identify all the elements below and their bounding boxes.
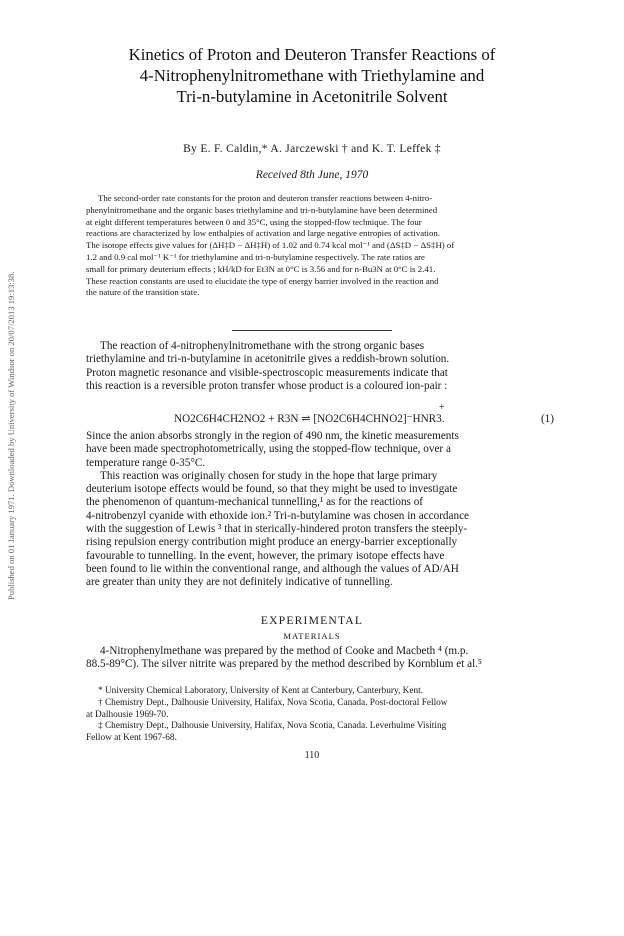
abstract-line: phenylnitromethane and the organic bases triethylamine and tri-n-butylamine have been determined: [86, 204, 438, 215]
abstract-line: The isotope effects give values for (ΔH‡D − ΔH‡H) of 1.02 and 0.74 kcal mol⁻¹ and (ΔS‡D − ΔS‡H) of: [86, 240, 455, 251]
footnote-line: Fellow at Kent 1967-68.: [86, 733, 177, 744]
materials-paragraph: [86, 645, 556, 672]
body-line: with the suggestion of Lewis ³ that in sterically-hindered proton transfers the steeply-: [86, 523, 468, 536]
abstract-line: the nature of the transition state.: [86, 287, 200, 298]
body-line: are greater than unity they are not definitely indicative of tunnelling.: [86, 576, 393, 589]
body-line: 4-nitrobenzyl cyanide with ethoxide ion.² Tri-n-butylamine was chosen in accordance: [86, 509, 470, 522]
footnote-line: † Chemistry Dept., Dalhousie University, Halifax, Nova Scotia, Canada. Post-doctoral Fellow: [98, 697, 448, 708]
body-line: 4-Nitrophenylmethane was prepared by the method of Cooke and Macbeth ⁴ (m.p.: [100, 645, 469, 657]
body-line: this reaction is a reversible proton transfer whose product is a coloured ion-pair :: [86, 379, 448, 392]
intro-paragraph: [86, 340, 556, 393]
body-line: temperature range 0-35°C.: [86, 456, 206, 469]
received-date: Received 8th June, 1970: [255, 169, 369, 181]
footnotes: [86, 686, 556, 745]
body-line: This reaction was originally chosen for study in the hope that large primary: [100, 469, 438, 482]
title-line-1: Kinetics of Proton and Deuteron Transfer Reactions of: [128, 45, 496, 64]
page-number: 110: [304, 750, 320, 761]
body-paragraphs: [86, 430, 556, 590]
author-line: By E. F. Caldin,* A. Jarczewski † and K. T. Leffek ‡: [183, 143, 441, 155]
body-line: favourable to tunnelling. In the event, however, the primary isotope effects have: [86, 549, 445, 562]
abstract-line: small for primary deuterium effects ; kH/kD for Et3N at 0°C is 3.56 and for n-Bu3N at 0°C is 2.41.: [86, 263, 436, 274]
abstract: [86, 193, 556, 299]
abstract-line: reactions are characterized by low enthalpies of activation and large negative entropies of activation.: [86, 228, 441, 239]
abstract-line: 1.2 and 0.9 cal mol⁻¹ K⁻¹ for triethylamine and tri-n-butylamine respectively. The rate ratios are: [86, 251, 425, 262]
footnote-line: ‡ Chemistry Dept., Dalhousie University, Halifax, Nova Scotia, Canada. Leverhulme Visiting: [98, 721, 447, 732]
section-heading: EXPERIMENTAL: [260, 614, 364, 627]
charge-plus-mark: +: [439, 402, 445, 413]
body-line: Since the anion absorbs strongly in the region of 490 nm, the kinetic measurements: [86, 430, 459, 442]
footnote-line: at Dalhousie 1969-70.: [86, 709, 169, 720]
abstract-line: at eight different temperatures between 0 and 35°C, using the stopped-flow technique. The four: [86, 216, 422, 227]
equation-text: NO2C6H4CH2NO2 + R3N ⇌ [NO2C6H4CHNO2]⁻HNR3.: [174, 413, 445, 425]
body-line: Proton magnetic resonance and visible-spectroscopic measurements indicate that: [86, 366, 448, 379]
title-line-2: 4-Nitrophenylnitromethane with Triethylamine and: [139, 66, 485, 85]
body-line: rising repulsion energy contribution might produce an energy-barrier exceptionally: [86, 536, 458, 549]
abstract-line: These reaction constants are used to elucidate the type of energy barrier involved in the reaction and: [86, 275, 439, 286]
body-line: deuterium isotope effects would be found, so that they might be used to investigate: [86, 483, 458, 496]
body-line: triethylamine and tri-n-butylamine in acetonitrile gives a reddish-brown solution.: [86, 353, 450, 366]
paper-title: [0, 44, 624, 107]
body-line: the phenomenon of quantum-mechanical tunnelling,¹ as for the reactions of: [86, 496, 424, 509]
body-line: 88.5-89°C). The silver nitrite was prepared by the method described by Kornblum et al.⁵: [86, 658, 482, 671]
download-watermark: Published on 01 January 1971. Downloaded by University of Windsor on 20/07/2013 19:13:38.: [6, 271, 16, 600]
body-line: The reaction of 4-nitrophenylnitromethane with the strong organic bases: [100, 340, 425, 352]
abstract-line: The second-order rate constants for the proton and deuteron transfer reactions between 4-nitro-: [98, 193, 433, 203]
subsection-heading: MATERIALS: [283, 631, 341, 641]
title-line-3: Tri-n-butylamine in Acetonitrile Solvent: [176, 87, 448, 106]
section-divider: [232, 330, 392, 331]
equation-number: (1): [540, 413, 554, 425]
body-line: have been made spectrophotometrically, using the stopped-flow technique, over a: [86, 443, 451, 456]
footnote-line: * University Chemical Laboratory, University of Kent at Canterbury, Canterbury, Kent.: [98, 686, 424, 696]
body-line: been found to lie within the conventional range, and although the values of AD/AH: [86, 562, 459, 575]
